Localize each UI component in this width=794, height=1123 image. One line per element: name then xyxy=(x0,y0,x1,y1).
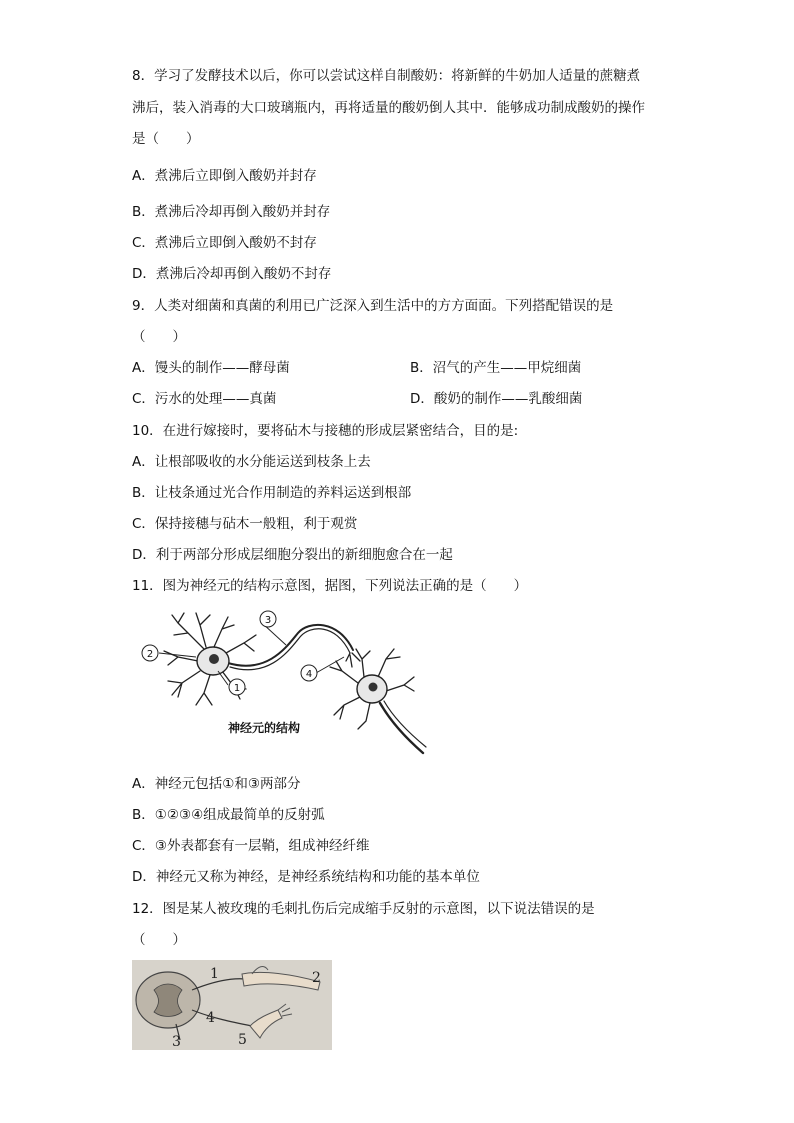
q8-stem-line1: 8．学习了发酵技术以后，你可以尝试这样自制酸奶：将新鲜的牛奶加人适量的蔗糖煮 xyxy=(132,68,641,84)
neuron-caption: 神经元的结构 xyxy=(228,721,301,735)
reflex-label-2: 2 xyxy=(312,970,321,986)
q9-stem-line1: 9．人类对细菌和真菌的利用已广泛深入到生活中的方方面面。下列搭配错误的是 xyxy=(132,298,614,314)
q8-option-c: C．煮沸后立即倒入酸奶不封存 xyxy=(132,235,317,251)
q11-option-d: D．神经元又称为神经，是神经系统结构和功能的基本单位 xyxy=(132,869,480,885)
q9-option-b: B．沼气的产生——甲烷细菌 xyxy=(410,360,582,376)
q9-option-d: D．酸奶的制作——乳酸细菌 xyxy=(410,391,583,407)
reflex-label-1: 1 xyxy=(210,966,219,982)
svg-text:1: 1 xyxy=(233,683,241,694)
q9-stem-line2: （ ） xyxy=(132,329,186,345)
svg-text:3: 3 xyxy=(264,615,272,626)
q8-option-b: B．煮沸后冷却再倒入酸奶并封存 xyxy=(132,204,331,220)
q12-stem-line1: 12．图是某人被玫瑰的毛刺扎伤后完成缩手反射的示意图，以下说法错误的是 xyxy=(132,901,595,917)
q10-option-c: C．保持接穗与砧木一般粗，利于观赏 xyxy=(132,516,358,532)
q8-option-d: D．煮沸后冷却再倒入酸奶不封存 xyxy=(132,266,332,282)
reflex-label-3: 3 xyxy=(172,1034,181,1050)
q8-option-a: A．煮沸后立即倒入酸奶并封存 xyxy=(132,168,317,184)
q11-option-a: A．神经元包括①和③两部分 xyxy=(132,776,301,792)
q9-option-c: C．污水的处理——真菌 xyxy=(132,391,277,407)
reflex-label-5: 5 xyxy=(238,1032,247,1048)
svg-text:4: 4 xyxy=(305,669,313,680)
q11-stem: 11．图为神经元的结构示意图，据图，下列说法正确的是（ ） xyxy=(132,578,528,594)
q10-option-d: D．利于两部分形成层细胞分裂出的新细胞愈合在一起 xyxy=(132,547,453,563)
q11-option-c: C．③外表都套有一层鞘，组成神经纤维 xyxy=(132,838,370,854)
q10-option-a: A．让根部吸收的水分能运送到枝条上去 xyxy=(132,454,371,470)
q9-option-a: A．馒头的制作——酵母菌 xyxy=(132,360,290,376)
neuron-figure xyxy=(138,605,428,765)
reflex-label-4: 4 xyxy=(206,1010,215,1026)
q8-stem-line2: 沸后，装入消毒的大口玻璃瓶内，再将适量的酸奶倒人其中．能够成功制成酸奶的操作 xyxy=(132,100,645,116)
svg-text:2: 2 xyxy=(146,649,154,660)
reflex-arc-figure xyxy=(132,960,332,1050)
q10-option-b: B．让枝条通过光合作用制造的养料运送到根部 xyxy=(132,485,412,501)
q11-option-b: B．①②③④组成最简单的反射弧 xyxy=(132,807,325,823)
q12-stem-line2: （ ） xyxy=(132,932,186,948)
q8-stem-line3: 是（ ） xyxy=(132,131,200,147)
q10-stem: 10．在进行嫁接时，要将砧木与接穗的形成层紧密结合，目的是: xyxy=(132,423,519,439)
